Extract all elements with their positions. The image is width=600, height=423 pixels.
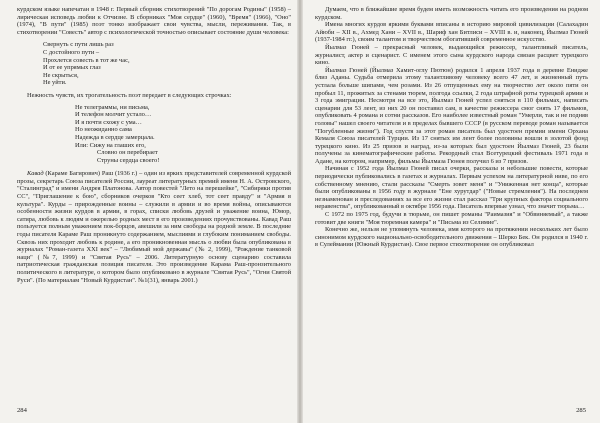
verse-line: Надежда в сердце замерцала. <box>75 133 155 141</box>
right-guney-paragraph: Йылмаз Гюней – прекрасный человек, выдающийся режиссер, талантливый писатель, журналист, актер и сценарист. С именем этого сына курдского народа связан расцвет турецкого кино. <box>315 43 588 67</box>
verse-line: Не уйти. <box>43 79 67 87</box>
book-gutter <box>297 0 303 423</box>
left-bio-paragraph <box>17 170 291 284</box>
right-intro-paragraph: Думаем, что в ближайшие время будем иметь возможность читать его произведения на родном курдском. <box>315 6 588 21</box>
right-names-paragraph: Имена многих курдов яркими буквами вписаны в историю мировой цивилизации (Салахадин Айюби – XII в., Ахмед Хани – XVII в., Шариф хан Битлиси – XVIII в. и, наконец, Йылмаз Гюней (1937-1984 гг.), своим талантом и творчеством обогативший современное искусство. <box>315 21 588 44</box>
verse-line: Или: Сижу на глаших его, <box>75 141 146 149</box>
right-guney-bio: Йылмаз Гюней (Йылмаз Хамит-оглу Пютюн) родился 1 апреля 1937 года в деревне Енидже близ Аданы. Судьба отмерила этому талантливому человеку всего 47 лет, и жизненный путь устлала больше шипами, чем розами. Из 26 отпущенных ему на творчество лет около пяти он пробыл 11, прожитых за стенами тюрем, полгода ссылки, 2 года штрафной роты турецкой армии и 3 года эмиграции. Несмотря на все это, Йылмаз Гюней успел сняться в 110 фильмах, написать сценарии для 53 лент, из них 20 он поставил сам, в качестве режиссера смог снять 17 фильмов, опубликовать 4 романа и сотни рассказов. Его наиболее известный роман "Умерли, так и не подняв головы" нашел своего читателя и в пределах бывшего СССР (в русском переводе роман называется "Погубленные жизни"). Год спустя за этот роман писатель был удостоен премии имени Орхана Кемаля Союза писателей Турции. Из 17 снятых им лент более половины вошли в золотой фонд турецкого кино. Из 25 призов и наград, из-за которых был удостоен Йылмаз Гюней, 23 были получены за кинематографические работы. Рекордный стал Всетурецкий фестиваль 1971 года в Адане, на котором, например, фильмы Йылмаза Гюнея получил 6 из 7 призов. <box>315 66 588 165</box>
verse-line: И телефон молчит устало… <box>75 111 152 119</box>
left-page <box>0 0 299 423</box>
verse-line: Но неожиданно сама <box>75 126 132 134</box>
right-page <box>301 0 600 423</box>
bio-name: Кавад <box>27 170 44 178</box>
page-number-left: 284 <box>17 407 27 414</box>
verse-line: И от ее упрямых глаз <box>43 64 101 72</box>
verse-line: Прохлется совесть в тот же час, <box>43 56 130 64</box>
verse-line: С достойного пути – <box>43 48 100 56</box>
left-top-paragraph: курдском языке напечатан в 1948 г. Первый сборник стихотворений "По дорогам Родины" (1958) – лирическая исповедь любви к Отчизне. В сборниках "Моя сердце" (1960), "Время" (1966), "Оно" (1974), "В пути" (1985) поэт тонко изображает свои чувства, мысли, переживания. Так, в стихотворении "Совесть" автор с психологической точностью описывает состояние души человека: <box>17 6 291 36</box>
verse-line: Не скрыться, <box>43 71 79 79</box>
left-middle-paragraph: Нежность чувств, их трогательность поэт передает в следующих строчках: <box>27 91 232 99</box>
verse-line: Словно он перебирает <box>97 149 158 157</box>
verse-conscience <box>43 41 291 87</box>
verse-line: И я почти схожу с ума… <box>75 118 142 126</box>
verse-line: Свернуть с пути лишь раз <box>43 41 114 49</box>
right-final-paragraph: Конечно же, нельзя не упомянуть человека, имя которого на протяжении нескольких лет было синонимом курдского национально-освободительного движения – Шерко Бек. Он родился в 1940 г. в Сулеймании (Южный Курдистан). Свое первое стихотворение он опубликовал <box>315 226 588 249</box>
page-number-right: 285 <box>576 407 586 414</box>
verse-line: Не телеграммы, ни письма, <box>75 103 150 111</box>
verse-line: Струны сердца своего! <box>97 156 160 164</box>
right-prison-paragraph: С 1972 по 1975 год, будучи в тюрьме, он пишет романы "Раимазия" и "Обвиняемый", а также готовит две книги "Моя тюремная камера" и "Письма из Селимие". <box>315 211 588 226</box>
right-career-paragraph: Начиная с 1952 года Йылмаз Гюней писал очерки, рассказы и небольшие повести, которые периодически публиковались в газетах и журналах. Первым успехом на литературной ниве, по его собственному мнению, стали рассказы "Смерть зовет меня" и "Униженная нет конца", которые были опубликованы в 1956 году в журнале "Ене хурутдар" ("Новые стремления"). На последнем незнаменован и преследованиях за все его жизни стал рассказ "Три крупных фактора социального неравенства", опубликованный в октябре 1956 года. Писатель впервые узнал, что значит тюрьма… <box>315 165 588 211</box>
bio-text: (Караме Багирович) Раш (1936 г.) – один из ярких представителей современной курдской прозы, секретарь Союза писателей России, лауреат литературных премий имени Н. А. Островского, "Сталинград" и имени Андрея Платонова. Автор повестей "Лето на перешейке", "Сибиряки против СС", "Приглашение к бою", сборников очерков "Кто сеет хлеб, тот сеет правду" и "Армия в культура". Курды – прирожденные воины – служили в армии и во время войны, описываются особенности жизни курдов в армии, в горах, списки любовь друзей и уважение воина, Юмор, сатира, любовь к людям и ожерелью родных мест в его произведениях прочувствованы. Кавад Раш пользуется полным уважением пок-борцов, авешили за ним свободы на родной земле. В последние годы писателя Караме Раш проникнуто содержанием, мыслиями и глубоким пониманием свободы. Сквозь них проходит любовь к родине, а его проникновенная мысль о любви была опубликована в журналах "Роман-газета XXI век" – "Любимый мой державы" (№ 2, 1999), "Рождение танковой наци" (№7, 1999) и "Святая Русь" – 2006. Литературную основу сценарию составила патриотическая гражданская позиция писателя. Это произведение Карама Раш-пронзительного политического в литературе, о котором было опубликовано в журнале "Святая Русь", "Огни Святой Руси". (По материалам "Новый Курдистан". №1(31), январь 2001.) <box>17 170 291 284</box>
verse-tenderness <box>75 104 291 165</box>
